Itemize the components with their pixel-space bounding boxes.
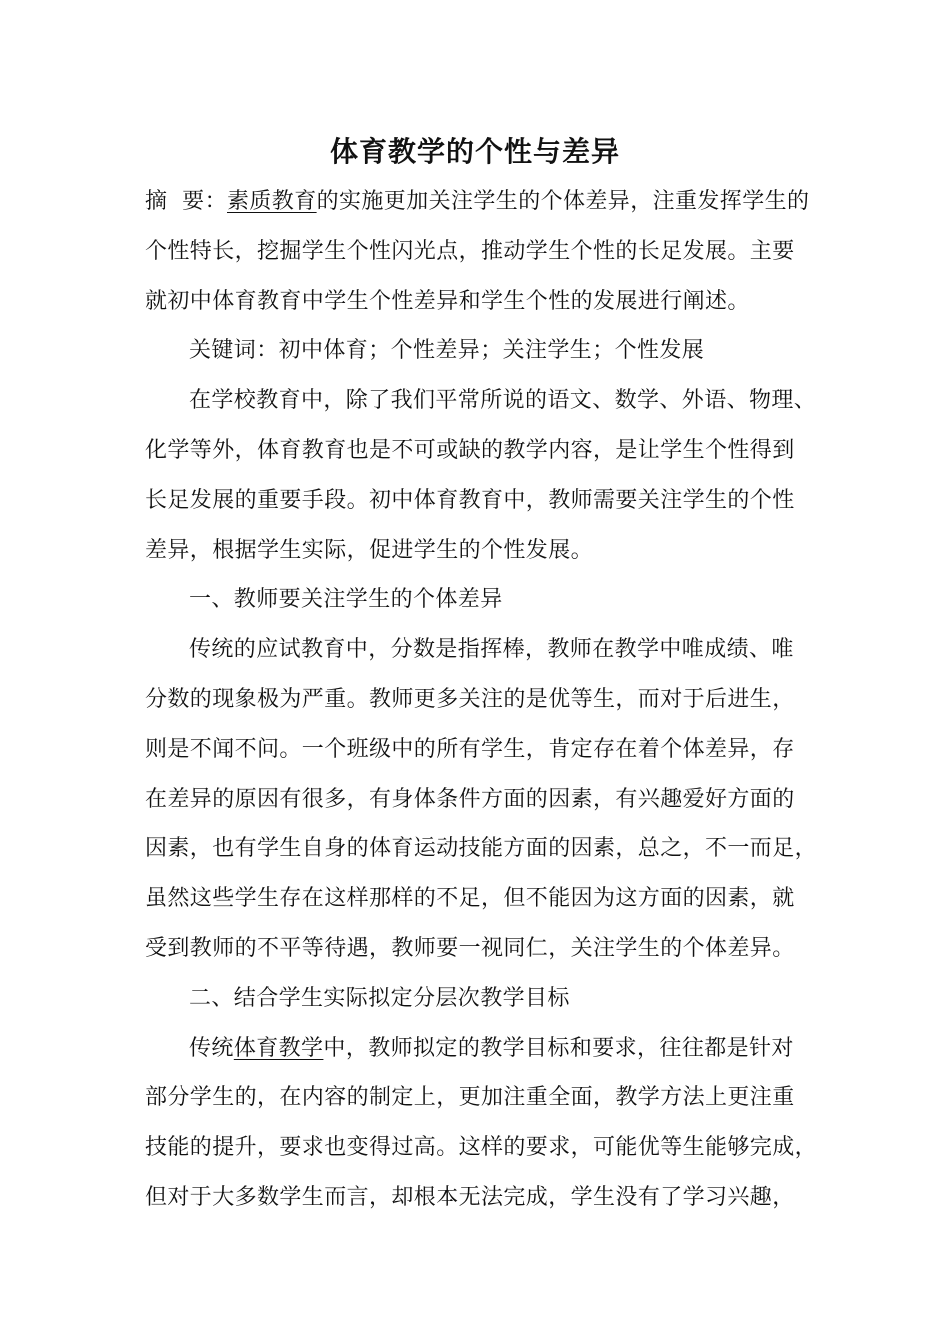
abstract-label: 摘 要：	[145, 189, 227, 214]
section-2-text: 中，教师拟定的教学目标和要求，往往都是针对	[323, 1035, 794, 1061]
keywords-line: 关键词：初中体育；个性差异；关注学生；个性发展	[189, 338, 705, 364]
abstract-line-2: 个性特长，挖掘学生个性闪光点，推动学生个性的长足发展。主要	[145, 238, 795, 264]
abstract-line-1	[145, 177, 815, 227]
link-tiyu-jiaoxue[interactable]: 体育教学	[233, 1035, 324, 1061]
intro-line: 差异，根据学生实际，促进学生的个性发展。	[145, 537, 594, 563]
section-1-line: 在差异的原因有很多，有身体条件方面的因素，有兴趣爱好方面的	[145, 786, 795, 812]
section-1-line: 因素，也有学生自身的体育运动技能方面的因素，总之，不一而足，	[145, 836, 818, 862]
section-2-line: 技能的提升，要求也变得过高。这样的要求，可能优等生能够完成，	[145, 1135, 818, 1161]
intro-line: 在学校教育中，除了我们平常所说的语文、数学、外语、物理、	[189, 388, 817, 414]
intro-line: 化学等外，体育教育也是不可或缺的教学内容，是让学生个性得到	[145, 437, 795, 463]
section-1-line: 则是不闻不问。一个班级中的所有学生，肯定存在着个体差异，存	[145, 736, 795, 762]
document-title: 体育教学的个性与差异	[329, 135, 620, 168]
section-2-line	[145, 1024, 815, 1074]
section-1-line: 传统的应试教育中，分数是指挥棒，教师在教学中唯成绩、唯	[189, 637, 794, 663]
section-1-line: 分数的现象极为严重。教师更多关注的是优等生，而对于后进生，	[145, 686, 795, 712]
abstract-line-3: 就初中体育教育中学生个性差异和学生个性的发展进行阐述。	[145, 288, 750, 314]
section-1-line: 受到教师的不平等待遇，教师要一视同仁，关注学生的个体差异。	[145, 935, 795, 961]
section-1-line: 虽然这些学生存在这样那样的不足，但不能因为这方面的因素，就	[145, 886, 795, 912]
abstract-text: 的实施更加关注学生的个体差异，注重发挥学生的	[316, 189, 810, 214]
section-1-heading: 一、教师要关注学生的个体差异	[189, 587, 503, 613]
section-2-line: 但对于大多数学生而言，却根本无法完成，学生没有了学习兴趣，	[145, 1184, 795, 1210]
document-body	[145, 177, 818, 1223]
section-2-heading: 二、结合学生实际拟定分层次教学目标	[189, 985, 570, 1011]
intro-line: 长足发展的重要手段。初中体育教育中，教师需要关注学生的个性	[145, 487, 795, 513]
section-2-text: 传统	[189, 1035, 234, 1061]
section-2-line: 部分学生的，在内容的制定上，更加注重全面，教学方法上更注重	[145, 1085, 795, 1111]
link-suzhi-jiaoyu[interactable]: 素质教育	[227, 189, 317, 214]
